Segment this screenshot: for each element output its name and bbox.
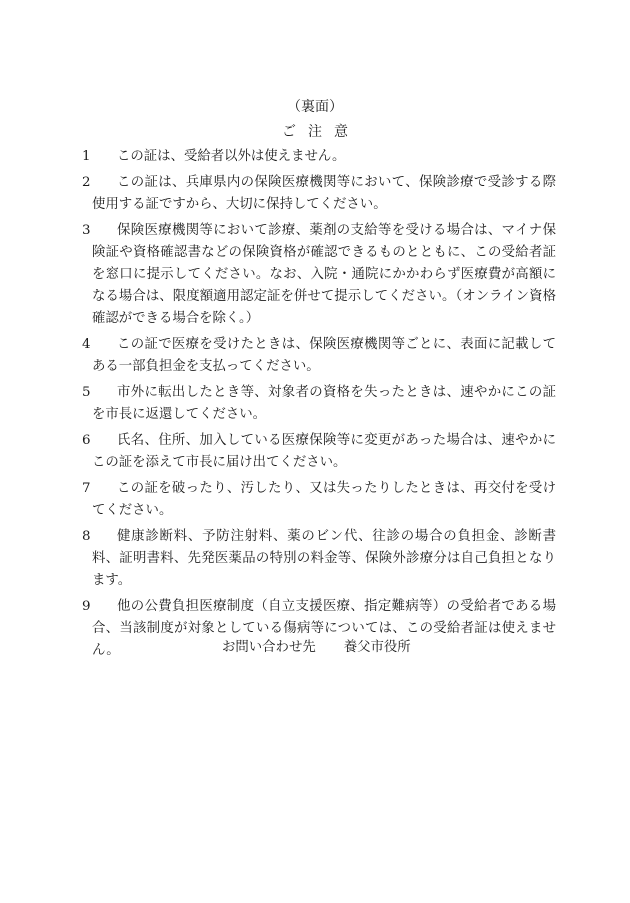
note-number: 2 <box>82 175 91 190</box>
notes-list <box>82 146 556 666</box>
note-number: 3 <box>82 223 91 238</box>
note-number: 5 <box>82 385 91 400</box>
note-text: この証は、兵庫県内の保険医療機関等において、保険診療で受診する際使用する証ですから、大切に保持してください。 <box>92 175 556 212</box>
note-text: 健康診断料、予防注射料、薬のビン代、往診の場合の負担金、診断書料、証明書料、先発医薬品の特別の料金等、保険外診療分は自己負担となります。 <box>92 529 556 588</box>
note-text: 市外に転出したとき等、対象者の資格を失ったときは、速やかにこの証を市長に返還してください。 <box>92 385 556 422</box>
page-title: ご注意 <box>282 124 360 140</box>
note-number: 7 <box>82 481 91 496</box>
note-item <box>82 430 556 474</box>
note-number: 8 <box>82 529 91 544</box>
note-text: この証で医療を受けたときは、保険医療機関等ごとに、表面に記載してある一部負担金を支払ってください。 <box>92 337 556 374</box>
note-item <box>82 146 556 168</box>
note-item <box>82 334 556 378</box>
note-text: 氏名、住所、加入している医療保険等に変更があった場合は、速やかにこの証を添えて市長に届け出てください。 <box>92 433 556 470</box>
contact-info <box>222 636 411 655</box>
contact-office: 養父市役所 <box>343 640 411 655</box>
note-text: 他の公費負担医療制度（自立支援医療、指定難病等）の受給者である場合、当該制度が対象としている傷病等については、この受給者証は使えません。 <box>92 599 556 658</box>
note-item <box>82 172 556 216</box>
note-text: この証は、受給者以外は使えません。 <box>117 149 346 164</box>
note-number: 4 <box>82 337 91 352</box>
note-number: 1 <box>82 149 91 164</box>
note-number: 6 <box>82 433 91 448</box>
note-text: 保険医療機関等において診療、薬剤の支給等を受ける場合は、マイナ保険証や資格確認書などの保険資格が確認できるものとともに、この受給者証を窓口に提示してください。なお、入院・通院にかかわらず医療費が高額になる場合は、限度額適用認定証を併せて提示してください。（オンライン資格確認ができる場合を除く。） <box>92 223 556 326</box>
note-text: この証を破ったり、汚したり、又は失ったりしたときは、再交付を受けてください。 <box>92 481 556 518</box>
note-item <box>82 220 556 330</box>
contact-label: お問い合わせ先 <box>222 640 316 655</box>
back-side-label: （裏面） <box>287 99 343 115</box>
note-item <box>82 382 556 426</box>
note-number: 9 <box>82 599 91 614</box>
note-item <box>82 478 556 522</box>
note-item <box>82 526 556 592</box>
